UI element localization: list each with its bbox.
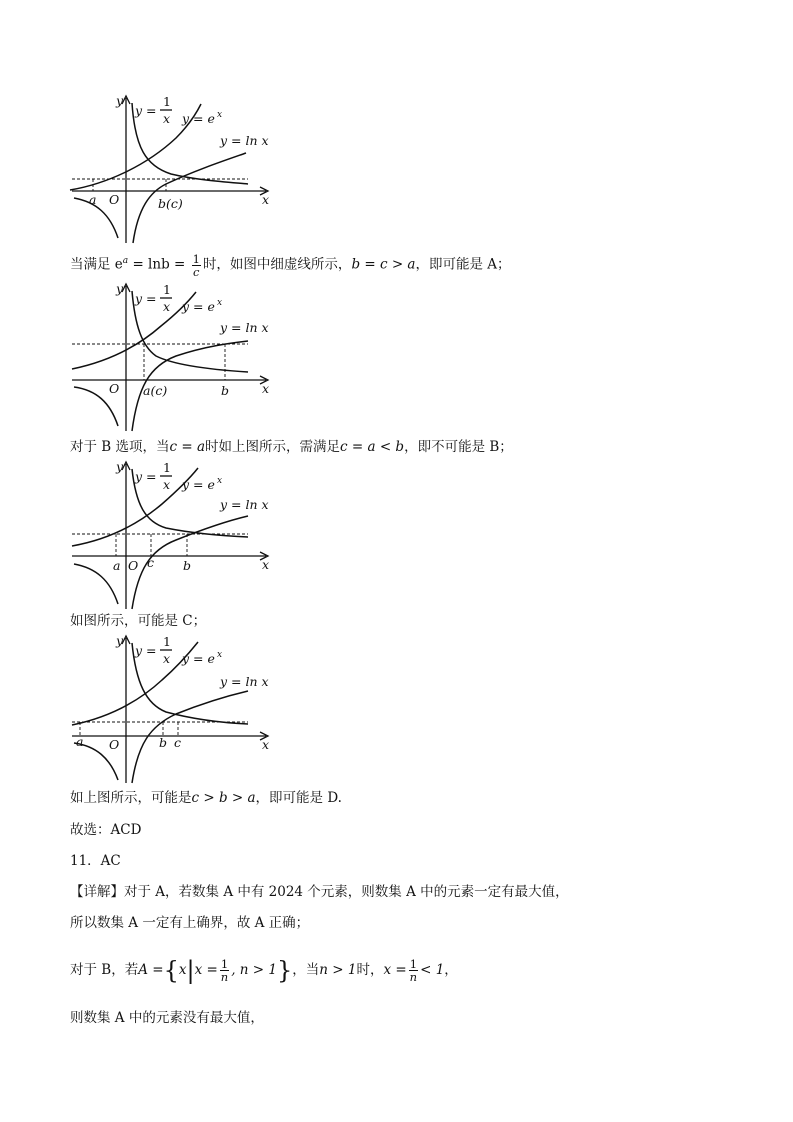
text-line-7: 【详解】对于 A，若数集 A 中有 2024 个元素，则数集 A 中的元素一定有最大值， <box>70 884 569 900</box>
point-label-a: a <box>76 734 84 749</box>
recip-den: x <box>163 651 171 666</box>
text-line-10: 则数集 A 中的元素没有最大值， <box>70 1010 264 1026</box>
exp-sup: x <box>217 476 223 486</box>
origin-label: O <box>128 558 139 573</box>
set-bar: | <box>186 956 195 985</box>
curve-ln <box>133 153 246 243</box>
right-brace: } <box>276 956 293 985</box>
recip-num: 1 <box>163 282 171 297</box>
point-label-a: a <box>113 558 121 573</box>
text-line-3: 如图所示，可能是 C； <box>70 613 207 629</box>
exp-label: y = e <box>182 651 215 666</box>
point-label-c: c <box>147 555 155 570</box>
recip-den: x <box>163 299 171 314</box>
graph-2 <box>66 276 278 436</box>
exp-label: y = e <box>182 477 215 492</box>
recip-num: 1 <box>163 460 171 475</box>
fraction-1-over-c: $\frac{1}{c}$ <box>192 251 200 279</box>
text-line-1: 当满足 $e^a = \ln b$ = $\frac{1}{c}$ 时，如图中细虚线所示，b = c > a，即可能是 A； <box>70 251 511 279</box>
ln-label: y = ln x <box>220 674 269 689</box>
text-line-5: 故选：ACD <box>70 822 142 838</box>
curve-recip-neg <box>74 564 118 604</box>
exp-sup: x <box>217 298 223 308</box>
point-label-b: b <box>183 558 192 573</box>
point-label-ac: a(c) <box>143 383 168 398</box>
ln-label: y = ln x <box>220 320 269 335</box>
x-axis-label: x <box>262 737 270 752</box>
text-line-8: 所以数集 A 一定有上确界，故 A 正确； <box>70 915 310 931</box>
point-label-b: b <box>221 383 230 398</box>
y-axis-label: y <box>116 281 124 296</box>
fraction-1-over-n-2: $\frac{1}{n}$ <box>409 957 418 984</box>
origin-label: O <box>109 737 120 752</box>
left-brace: { <box>163 956 179 985</box>
point-label-a: a <box>89 192 97 207</box>
text-line-2: 对于 B 选项，当c = a时如上图所示，需满足c = a < b，即不可能是 B； <box>70 439 513 455</box>
recip-lhs: y = <box>135 469 157 484</box>
ln-label: y = ln x <box>220 497 269 512</box>
recip-lhs: y = <box>135 643 157 658</box>
graph-3 <box>66 454 278 614</box>
text-line-6: 11．AC <box>70 853 121 869</box>
y-axis-label: y <box>116 93 124 108</box>
recip-den: x <box>163 111 171 126</box>
exp-label: y = e <box>182 111 215 126</box>
exp-label: y = e <box>182 299 215 314</box>
x-axis-label: x <box>262 192 270 207</box>
origin-label: O <box>109 381 120 396</box>
graph-1 <box>66 88 278 248</box>
recip-num: 1 <box>163 634 171 649</box>
y-axis-label: y <box>116 459 124 474</box>
x-axis-label: x <box>262 557 270 572</box>
exp-sup: x <box>217 110 223 120</box>
recip-num: 1 <box>163 94 171 109</box>
exp-sup: x <box>217 650 223 660</box>
x-axis-label: x <box>262 381 270 396</box>
graph-4 <box>66 628 278 788</box>
recip-den: x <box>163 477 171 492</box>
point-label-b: b <box>159 735 168 750</box>
y-axis-label: y <box>116 633 124 648</box>
text-line-9: 对于 B，若A ={x|x = $\frac{1}{n}$ , n > 1}，当n > 1时，x = $\frac{1}{n}$ < 1， <box>70 956 458 985</box>
origin-label: O <box>109 192 120 207</box>
curve-ln <box>132 691 248 783</box>
ln-label: y = ln x <box>220 133 269 148</box>
recip-lhs: y = <box>135 291 157 306</box>
fraction-1-over-n: $\frac{1}{n}$ <box>220 957 229 984</box>
recip-lhs: y = <box>135 103 157 118</box>
point-label-c: c <box>174 735 182 750</box>
point-label-bc: b(c) <box>158 196 183 211</box>
text-line-4: 如上图所示，可能是c > b > a，即可能是 D. <box>70 790 342 806</box>
